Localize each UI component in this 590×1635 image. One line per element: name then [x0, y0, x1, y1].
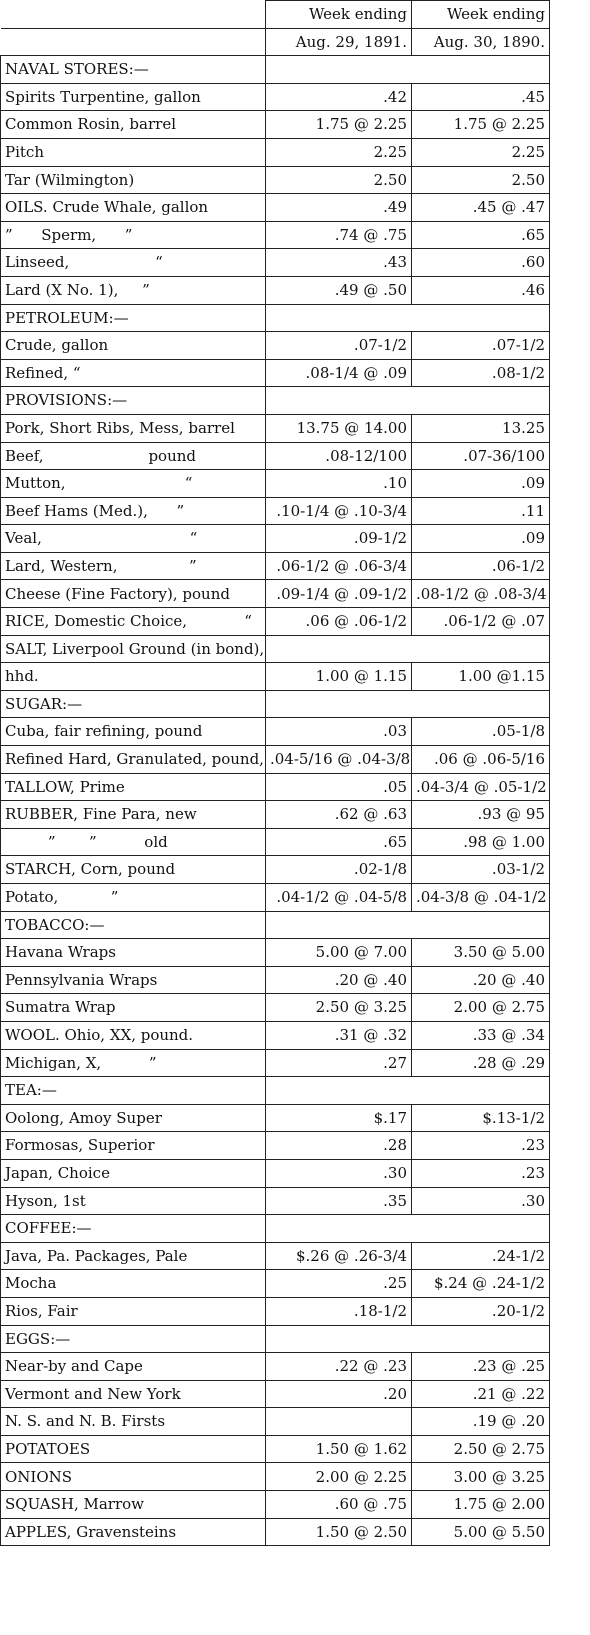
table-row [1, 1049, 550, 1077]
item-label: APPLES, Gravensteins [1, 1518, 266, 1546]
price-1890: 2.50 [412, 166, 550, 194]
price-1891: 2.25 [266, 138, 412, 166]
item-label: OILS. Crude Whale, gallon [1, 194, 266, 222]
section-spacer [266, 635, 550, 663]
table-row [1, 470, 550, 498]
item-label: Refined, “ [1, 359, 266, 387]
price-1890: .30 [412, 1187, 550, 1215]
price-1891: .28 [266, 1132, 412, 1160]
section-label: COFFEE:— [1, 1215, 266, 1243]
item-label: Cheese (Fine Factory), pound [1, 580, 266, 608]
table-row [1, 1463, 550, 1491]
table-row [1, 1270, 550, 1298]
price-1891: .09-1/2 [266, 525, 412, 553]
header-col-a-line1: Week ending [266, 1, 412, 29]
price-1890: 3.00 @ 3.25 [412, 1463, 550, 1491]
price-1891: .62 @ .63 [266, 801, 412, 829]
price-1891: $.17 [266, 1104, 412, 1132]
price-1891: 1.75 @ 2.25 [266, 111, 412, 139]
table-row [1, 580, 550, 608]
item-label: Potato, ” [1, 884, 266, 912]
price-1890: .20 @ .40 [412, 966, 550, 994]
table-row [1, 552, 550, 580]
item-label: Lard (X No. 1), ” [1, 276, 266, 304]
item-label: Lard, Western, ” [1, 552, 266, 580]
table-row [1, 608, 550, 636]
header-col-b-line1: Week ending [412, 1, 550, 29]
section-spacer [266, 387, 550, 415]
section-label: NAVAL STORES:— [1, 56, 266, 84]
section-row [1, 635, 550, 663]
price-1890: .93 @ 95 [412, 801, 550, 829]
price-1890: .45 [412, 83, 550, 111]
section-row [1, 1325, 550, 1353]
price-1890: .08-1/2 @ .08-3/4 [412, 580, 550, 608]
price-1890: .23 [412, 1159, 550, 1187]
price-1891: .09-1/4 @ .09-1/2 [266, 580, 412, 608]
item-label: Hyson, 1st [1, 1187, 266, 1215]
item-label: WOOL. Ohio, XX, pound. [1, 1021, 266, 1049]
table-row [1, 884, 550, 912]
header-blank [1, 1, 266, 29]
table-row [1, 1104, 550, 1132]
table-row [1, 1187, 550, 1215]
price-1891: .49 [266, 194, 412, 222]
section-label: PROVISIONS:— [1, 387, 266, 415]
item-label: Beef Hams (Med.), ” [1, 497, 266, 525]
price-1890: 2.25 [412, 138, 550, 166]
price-1890: 1.75 @ 2.25 [412, 111, 550, 139]
item-label: Linseed, “ [1, 249, 266, 277]
table-row [1, 1297, 550, 1325]
price-1890: .09 [412, 525, 550, 553]
price-1891: .35 [266, 1187, 412, 1215]
section-row [1, 1215, 550, 1243]
item-label: Vermont and New York [1, 1380, 266, 1408]
price-1890: .60 [412, 249, 550, 277]
price-1890: .04-3/4 @ .05-1/2 [412, 773, 550, 801]
price-1890: .19 @ .20 [412, 1408, 550, 1436]
table-row [1, 194, 550, 222]
price-1891: .49 @ .50 [266, 276, 412, 304]
item-label: Formosas, Superior [1, 1132, 266, 1160]
price-1891 [266, 1408, 412, 1436]
item-label: Pork, Short Ribs, Mess, barrel [1, 414, 266, 442]
item-label: Java, Pa. Packages, Pale [1, 1242, 266, 1270]
header-col-b-line2: Aug. 30, 1890. [412, 28, 550, 56]
table-row [1, 221, 550, 249]
section-spacer [266, 1215, 550, 1243]
table-row [1, 359, 550, 387]
item-label: N. S. and N. B. Firsts [1, 1408, 266, 1436]
section-spacer [266, 304, 550, 332]
price-1890: 2.50 @ 2.75 [412, 1435, 550, 1463]
section-spacer [266, 911, 550, 939]
price-1891: .43 [266, 249, 412, 277]
table-row [1, 414, 550, 442]
price-1891: .07-1/2 [266, 332, 412, 360]
item-label: ONIONS [1, 1463, 266, 1491]
price-1891: 1.50 @ 1.62 [266, 1435, 412, 1463]
section-label: TEA:— [1, 1077, 266, 1105]
table-row [1, 83, 550, 111]
table-row [1, 1159, 550, 1187]
section-label: SUGAR:— [1, 690, 266, 718]
item-label: Tar (Wilmington) [1, 166, 266, 194]
price-1891: .08-1/4 @ .09 [266, 359, 412, 387]
table-row [1, 1435, 550, 1463]
table-row [1, 1021, 550, 1049]
price-1891: .10-1/4 @ .10-3/4 [266, 497, 412, 525]
price-1890: 1.75 @ 2.00 [412, 1491, 550, 1519]
price-1890: .06-1/2 [412, 552, 550, 580]
table-row [1, 138, 550, 166]
item-label: POTATOES [1, 1435, 266, 1463]
price-1890: .46 [412, 276, 550, 304]
section-spacer [266, 1325, 550, 1353]
price-1891: .27 [266, 1049, 412, 1077]
section-row [1, 690, 550, 718]
price-1890: .65 [412, 221, 550, 249]
item-label: Spirits Turpentine, gallon [1, 83, 266, 111]
price-1890: $.24 @ .24-1/2 [412, 1270, 550, 1298]
header-col-a-line2: Aug. 29, 1891. [266, 28, 412, 56]
table-row [1, 966, 550, 994]
section-label: EGGS:— [1, 1325, 266, 1353]
table-row [1, 1491, 550, 1519]
table-row [1, 332, 550, 360]
header-blank [1, 28, 266, 56]
table-row [1, 773, 550, 801]
table-row [1, 1518, 550, 1546]
table-row [1, 828, 550, 856]
price-1891: .20 [266, 1380, 412, 1408]
price-1891: .05 [266, 773, 412, 801]
table-row [1, 1380, 550, 1408]
price-1890: .23 [412, 1132, 550, 1160]
price-1891: 13.75 @ 14.00 [266, 414, 412, 442]
price-1890: .45 @ .47 [412, 194, 550, 222]
item-label: RUBBER, Fine Para, new [1, 801, 266, 829]
section-row [1, 1077, 550, 1105]
price-1890: .03-1/2 [412, 856, 550, 884]
item-label: Michigan, X, ” [1, 1049, 266, 1077]
header-row-1 [1, 1, 550, 29]
table-row [1, 1132, 550, 1160]
item-label: Japan, Choice [1, 1159, 266, 1187]
price-1890: .11 [412, 497, 550, 525]
table-row [1, 111, 550, 139]
table-row [1, 856, 550, 884]
item-label: STARCH, Corn, pound [1, 856, 266, 884]
price-1891: .30 [266, 1159, 412, 1187]
item-label: Sumatra Wrap [1, 994, 266, 1022]
section-row [1, 56, 550, 84]
table-row [1, 249, 550, 277]
table-row [1, 1408, 550, 1436]
price-1890: .24-1/2 [412, 1242, 550, 1270]
price-1891: .08-12/100 [266, 442, 412, 470]
table-row [1, 994, 550, 1022]
table-row [1, 746, 550, 774]
price-table-body [1, 1, 550, 1546]
item-label: TALLOW, Prime [1, 773, 266, 801]
price-1890: .23 @ .25 [412, 1353, 550, 1381]
table-row [1, 939, 550, 967]
price-1891: .31 @ .32 [266, 1021, 412, 1049]
table-row [1, 801, 550, 829]
header-row-2 [1, 28, 550, 56]
price-1891: 5.00 @ 7.00 [266, 939, 412, 967]
item-label: Common Rosin, barrel [1, 111, 266, 139]
price-1891: .42 [266, 83, 412, 111]
table-row [1, 166, 550, 194]
section-spacer [266, 56, 550, 84]
price-1891: .65 [266, 828, 412, 856]
item-label: ” ” old [1, 828, 266, 856]
price-1890: $.13-1/2 [412, 1104, 550, 1132]
price-1891: $.26 @ .26-3/4 [266, 1242, 412, 1270]
price-1891: .60 @ .75 [266, 1491, 412, 1519]
table-row [1, 663, 550, 691]
item-label: Oolong, Amoy Super [1, 1104, 266, 1132]
price-1890: .20-1/2 [412, 1297, 550, 1325]
price-1890: 2.00 @ 2.75 [412, 994, 550, 1022]
table-row [1, 497, 550, 525]
item-label: Beef, pound [1, 442, 266, 470]
price-1891: 2.50 @ 3.25 [266, 994, 412, 1022]
price-1890: .08-1/2 [412, 359, 550, 387]
price-1891: .74 @ .75 [266, 221, 412, 249]
price-1891: 2.00 @ 2.25 [266, 1463, 412, 1491]
price-1890: .28 @ .29 [412, 1049, 550, 1077]
table-row [1, 276, 550, 304]
section-label: TOBACCO:— [1, 911, 266, 939]
item-label: Mocha [1, 1270, 266, 1298]
item-label: ” Sperm, ” [1, 221, 266, 249]
section-row [1, 387, 550, 415]
price-1891: .04-5/16 @ .04-3/8 [266, 746, 412, 774]
price-1890: .33 @ .34 [412, 1021, 550, 1049]
section-label: SALT, Liverpool Ground (in bond), [1, 635, 266, 663]
price-1890: 5.00 @ 5.50 [412, 1518, 550, 1546]
price-1891: .18-1/2 [266, 1297, 412, 1325]
price-1891: 2.50 [266, 166, 412, 194]
section-row [1, 911, 550, 939]
table-row [1, 718, 550, 746]
section-spacer [266, 690, 550, 718]
section-label: PETROLEUM:— [1, 304, 266, 332]
price-1890: .06 @ .06-5/16 [412, 746, 550, 774]
price-1891: .06 @ .06-1/2 [266, 608, 412, 636]
section-row [1, 304, 550, 332]
section-spacer [266, 1077, 550, 1105]
item-label: Near-by and Cape [1, 1353, 266, 1381]
price-1891: .02-1/8 [266, 856, 412, 884]
price-1891: .04-1/2 @ .04-5/8 [266, 884, 412, 912]
item-label: Pitch [1, 138, 266, 166]
item-label: Cuba, fair refining, pound [1, 718, 266, 746]
price-1891: .03 [266, 718, 412, 746]
price-1890: 1.00 @1.15 [412, 663, 550, 691]
price-1890: 13.25 [412, 414, 550, 442]
item-label: RICE, Domestic Choice, “ [1, 608, 266, 636]
item-label: Mutton, “ [1, 470, 266, 498]
price-1890: .21 @ .22 [412, 1380, 550, 1408]
item-label: Havana Wraps [1, 939, 266, 967]
price-1890: .06-1/2 @ .07 [412, 608, 550, 636]
item-label: SQUASH, Marrow [1, 1491, 266, 1519]
price-1890: .07-36/100 [412, 442, 550, 470]
item-label: Rios, Fair [1, 1297, 266, 1325]
price-1891: .06-1/2 @ .06-3/4 [266, 552, 412, 580]
item-label: Veal, “ [1, 525, 266, 553]
table-row [1, 1242, 550, 1270]
item-label: Refined Hard, Granulated, pound, [1, 746, 266, 774]
price-1891: 1.00 @ 1.15 [266, 663, 412, 691]
price-1890: 3.50 @ 5.00 [412, 939, 550, 967]
table-row [1, 525, 550, 553]
price-1891: .22 @ .23 [266, 1353, 412, 1381]
price-1891: .20 @ .40 [266, 966, 412, 994]
item-label: Pennsylvania Wraps [1, 966, 266, 994]
price-1890: .07-1/2 [412, 332, 550, 360]
table-row [1, 1353, 550, 1381]
price-1890: .09 [412, 470, 550, 498]
item-label: Crude, gallon [1, 332, 266, 360]
table-row [1, 442, 550, 470]
price-1890: .04-3/8 @ .04-1/2 [412, 884, 550, 912]
price-1891: .25 [266, 1270, 412, 1298]
price-1891: 1.50 @ 2.50 [266, 1518, 412, 1546]
item-label: hhd. [1, 663, 266, 691]
price-1890: .05-1/8 [412, 718, 550, 746]
price-1891: .10 [266, 470, 412, 498]
price-1890: .98 @ 1.00 [412, 828, 550, 856]
